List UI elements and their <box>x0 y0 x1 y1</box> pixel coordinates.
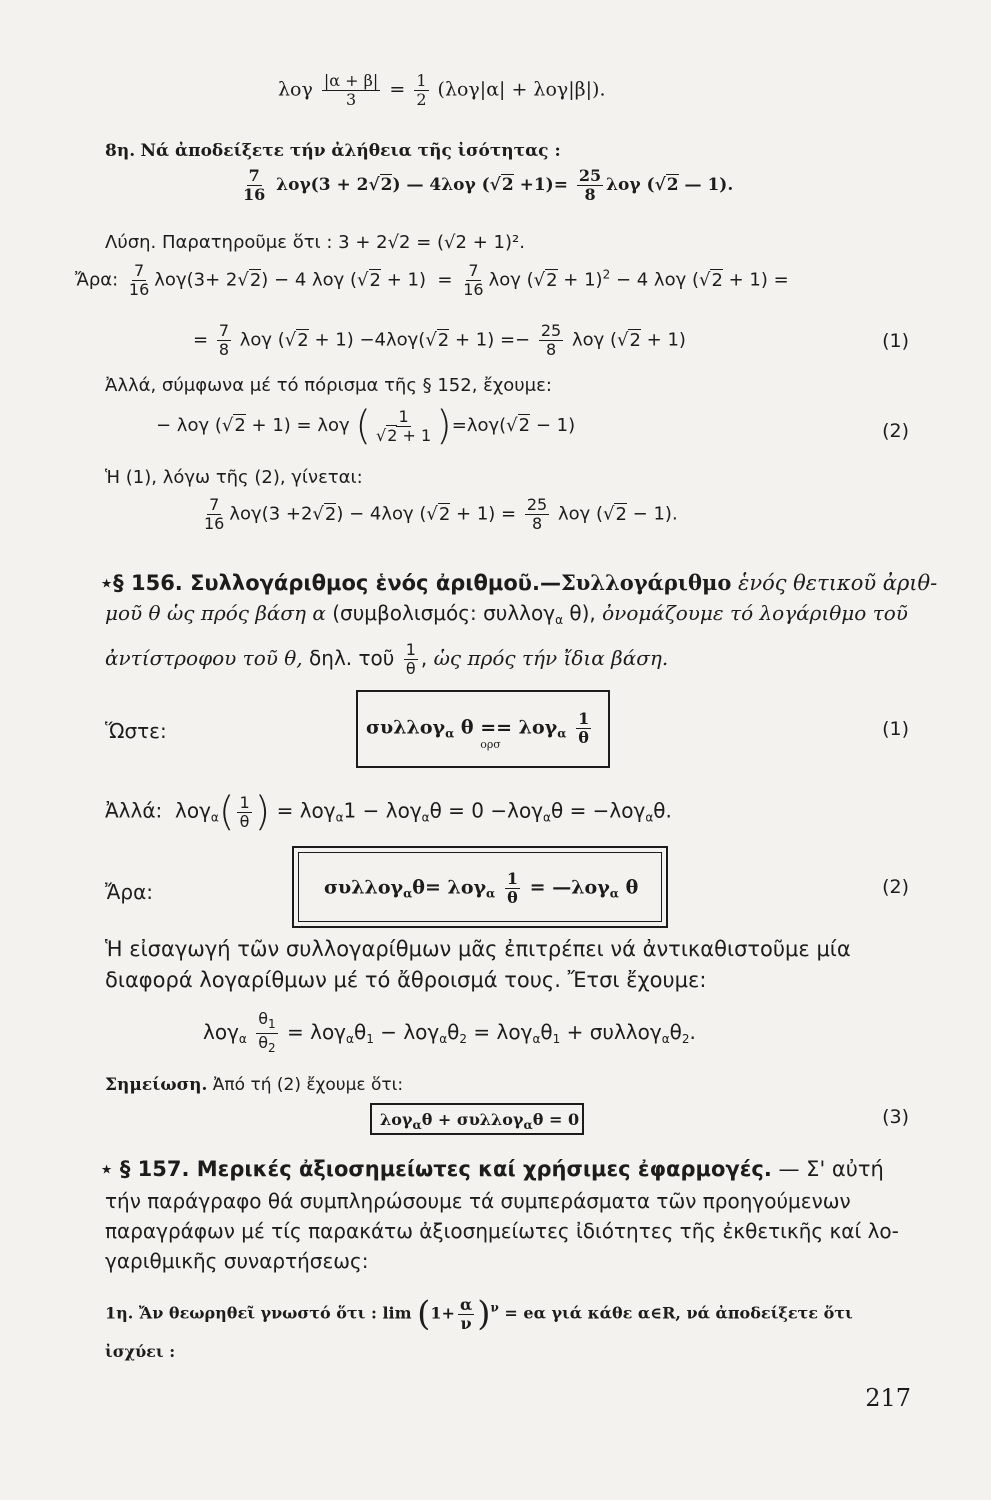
section-157-title: § 157. Μερικές ἀξιοσημείωτες καί χρήσιμες ἐφαρμογές. <box>119 1157 772 1181</box>
def-3b: δηλ. τοῦ <box>309 646 395 670</box>
alla-text: Ἀλλά, σύμφωνα μέ τό πόρισμα τῆς § 152, ἔχουμε: <box>105 375 552 396</box>
section-157-line-2: τήν παράγραφο θά συμπληρώσουμε τά συμπεράσματα τῶν προηγούμενων <box>105 1189 851 1213</box>
equation-number-3: (3) <box>882 1106 909 1128</box>
equation-number-2b: (2) <box>882 876 909 898</box>
def-2b: (συμβολισμός: συλλογ <box>332 601 556 625</box>
def-3a: ἀντίστροφου τοῦ θ, <box>105 646 303 670</box>
h-text: Ἡ (1), λόγω τῆς (2), γίνεται: <box>105 467 363 488</box>
def-2e: ὀνομάζουμε τό λογάριθμο τοῦ <box>602 601 908 625</box>
problem-8-text: Νά ἀποδείξετε τήν ἀλήθεια τῆς ἰσότητας : <box>140 141 561 161</box>
problem-8-statement <box>105 139 561 163</box>
section-156-title: § 156. Συλλογάριθμος ἑνός ἀριθμοῦ. <box>113 571 540 595</box>
note-text: Ἀπό τή (2) ἔχουμε ὅτι: <box>212 1075 404 1095</box>
solution-step-3: − λογ (√2 + 1) = λογ ( $\frac{1}{√2 + 1}$ )=λογ(√2 − 1) <box>156 403 576 449</box>
problem-1-line: 1η. Ἄν θεωρηθεῖ γνωστό ὅτι : lim (1+ $\frac{\alpha}{\nu}$ )$^\nu$ = eα γιά κάθε α∈R, νά ἀποδείξετε ὅτι <box>105 1294 853 1334</box>
intro-line-2: διαφορά λογαρίθμων μέ τό ἄθροισμά τους. Ἔτσι ἔχουμε: <box>105 968 707 992</box>
section-157-line-4: γαριθμικῆς συναρτήσεως: <box>105 1249 369 1273</box>
problem-1-line-2: ἰσχύει : <box>105 1342 176 1361</box>
equation-number-2a: (2) <box>882 420 909 442</box>
note-label: Σημείωση. <box>105 1075 208 1095</box>
alla-label: Ἀλλά: <box>105 798 163 823</box>
equation-number-1a: (1) <box>882 330 909 352</box>
section-157-line-3: παραγράφων μέ τίς παρακάτω ἀξιοσημείωτες ἰδιότητες τῆς ἐκθετικῆς καί λο- <box>105 1219 899 1243</box>
dash: — <box>539 571 561 595</box>
problem-8-equation: $\frac{7}{16}$ λογ(3 + 2√2) — 4λογ (√2 +1)= $\frac{25}{8}$ λογ (√2 — 1). <box>243 166 734 204</box>
note-line <box>105 1073 403 1097</box>
solution-text: Παρατηροῦμε ὅτι : 3 + 2√2 = (√2 + 1)². <box>162 232 525 253</box>
section-157-after-title: — Σ' αὐτή <box>778 1157 884 1181</box>
solution-step-2: = $\frac{7}{8}$ λογ (√2 + 1) −4λογ(√2 + 1) =− $\frac{25}{8}$ λογ (√2 + 1) <box>193 321 686 359</box>
def-2d: θ), <box>569 601 596 625</box>
def-3d: ὡς πρός τήν ἴδια βάση. <box>433 646 669 670</box>
problem-1-text-a: Ἄν θεωρηθεῖ γνωστό ὅτι : <box>138 1303 377 1323</box>
section-157-heading <box>100 1157 884 1181</box>
solution-intro <box>105 231 525 255</box>
def-line-1b: ἑνός θετικοῦ ἀριθ- <box>738 571 938 595</box>
equation-line-1: λογ $\frac{|\alpha + \beta|}{3}$ = $\frac{1}{2}$ (λογ|α| + λογ|β|). <box>278 71 606 109</box>
def-2a: μοῦ θ ὡς πρός βάση α <box>105 601 326 625</box>
alla-line: Ἀλλά: λογ$_\alpha$( $\frac{1}{\theta}$ ) = λογ$_\alpha$1 − λογ$_\alpha$θ = 0 −λογ$_\alpha$θ = −λογ$_\alpha$θ. <box>105 789 672 835</box>
lim-label: lim <box>382 1303 412 1323</box>
intro-line-1: Ἡ εἰσαγωγή τῶν συλλογαρίθμων μᾶς ἐπιτρέπει νά ἀντικαθιστοῦμε μία <box>105 937 851 961</box>
problem-1-label: 1η. <box>105 1303 134 1323</box>
solution-step-1: Ἄρα: $\frac{7}{16}$ λογ(3+ 2√2) − 4 λογ (√2 + 1) = $\frac{7}{16}$ λογ $(√2 + 1)^2 - 4$ λογ (√2 + 1) = <box>75 261 789 299</box>
ara-label: Ἄρα: <box>105 880 153 904</box>
section-156-def-line-2 <box>105 601 908 632</box>
star-icon-2: ⋆ <box>100 1157 114 1181</box>
equation-number-1b: (1) <box>882 718 909 740</box>
definition-box-1: συλλογ$_\alpha$ θ == ορσ λογ$_\alpha$ $\frac{1}{\theta}$ <box>356 690 610 768</box>
equation-3: λογ$_\alpha$ $\frac{\theta_1}{\theta_2}$ = $\lambda o\gamma_\alpha\theta_1 - \lambda o\gamma_\alpha\theta_2 = \lambda o\gamma_\alpha\theta_1 + \sigma\upsilon\lambda\lambda o\gamma_\alpha\theta_2$. <box>203 1009 696 1055</box>
problem-8-label: 8η. <box>105 141 136 161</box>
term-syllogarithmo: Συλλογάριθμο <box>560 570 732 595</box>
box1-under: ορσ <box>480 737 501 751</box>
oste-label: Ὥστε: <box>105 719 167 743</box>
section-156-def-line-3: ἀντίστροφου τοῦ θ, δηλ. τοῦ $\frac{1}{\theta}$ , ὡς πρός τήν ἴδια βάση. <box>105 640 669 678</box>
definition-box-2: συλλογ$_\alpha$θ= λογ$_\alpha$ $\frac{1}{\theta}$ = —λογ$_\alpha$ θ <box>292 846 668 928</box>
problem-1-text-b: = eα γιά κάθε α∈R, νά ἀποδείξετε ὅτι <box>504 1303 853 1323</box>
def-2c: α <box>555 613 564 627</box>
page-number: 217 <box>865 1384 911 1412</box>
star-icon: ⋆ <box>100 571 114 595</box>
section-156-heading <box>100 571 937 595</box>
solution-label: Λύση. <box>105 232 157 253</box>
solution-final: $\frac{7}{16}$ λογ(3 +2√2) − 4λογ (√2 + 1) = $\frac{25}{8}$ λογ (√2 − 1). <box>204 495 678 533</box>
definition-box-3: λογ$_\alpha$θ + συλλογ$_\alpha$θ = 0 <box>370 1103 584 1135</box>
